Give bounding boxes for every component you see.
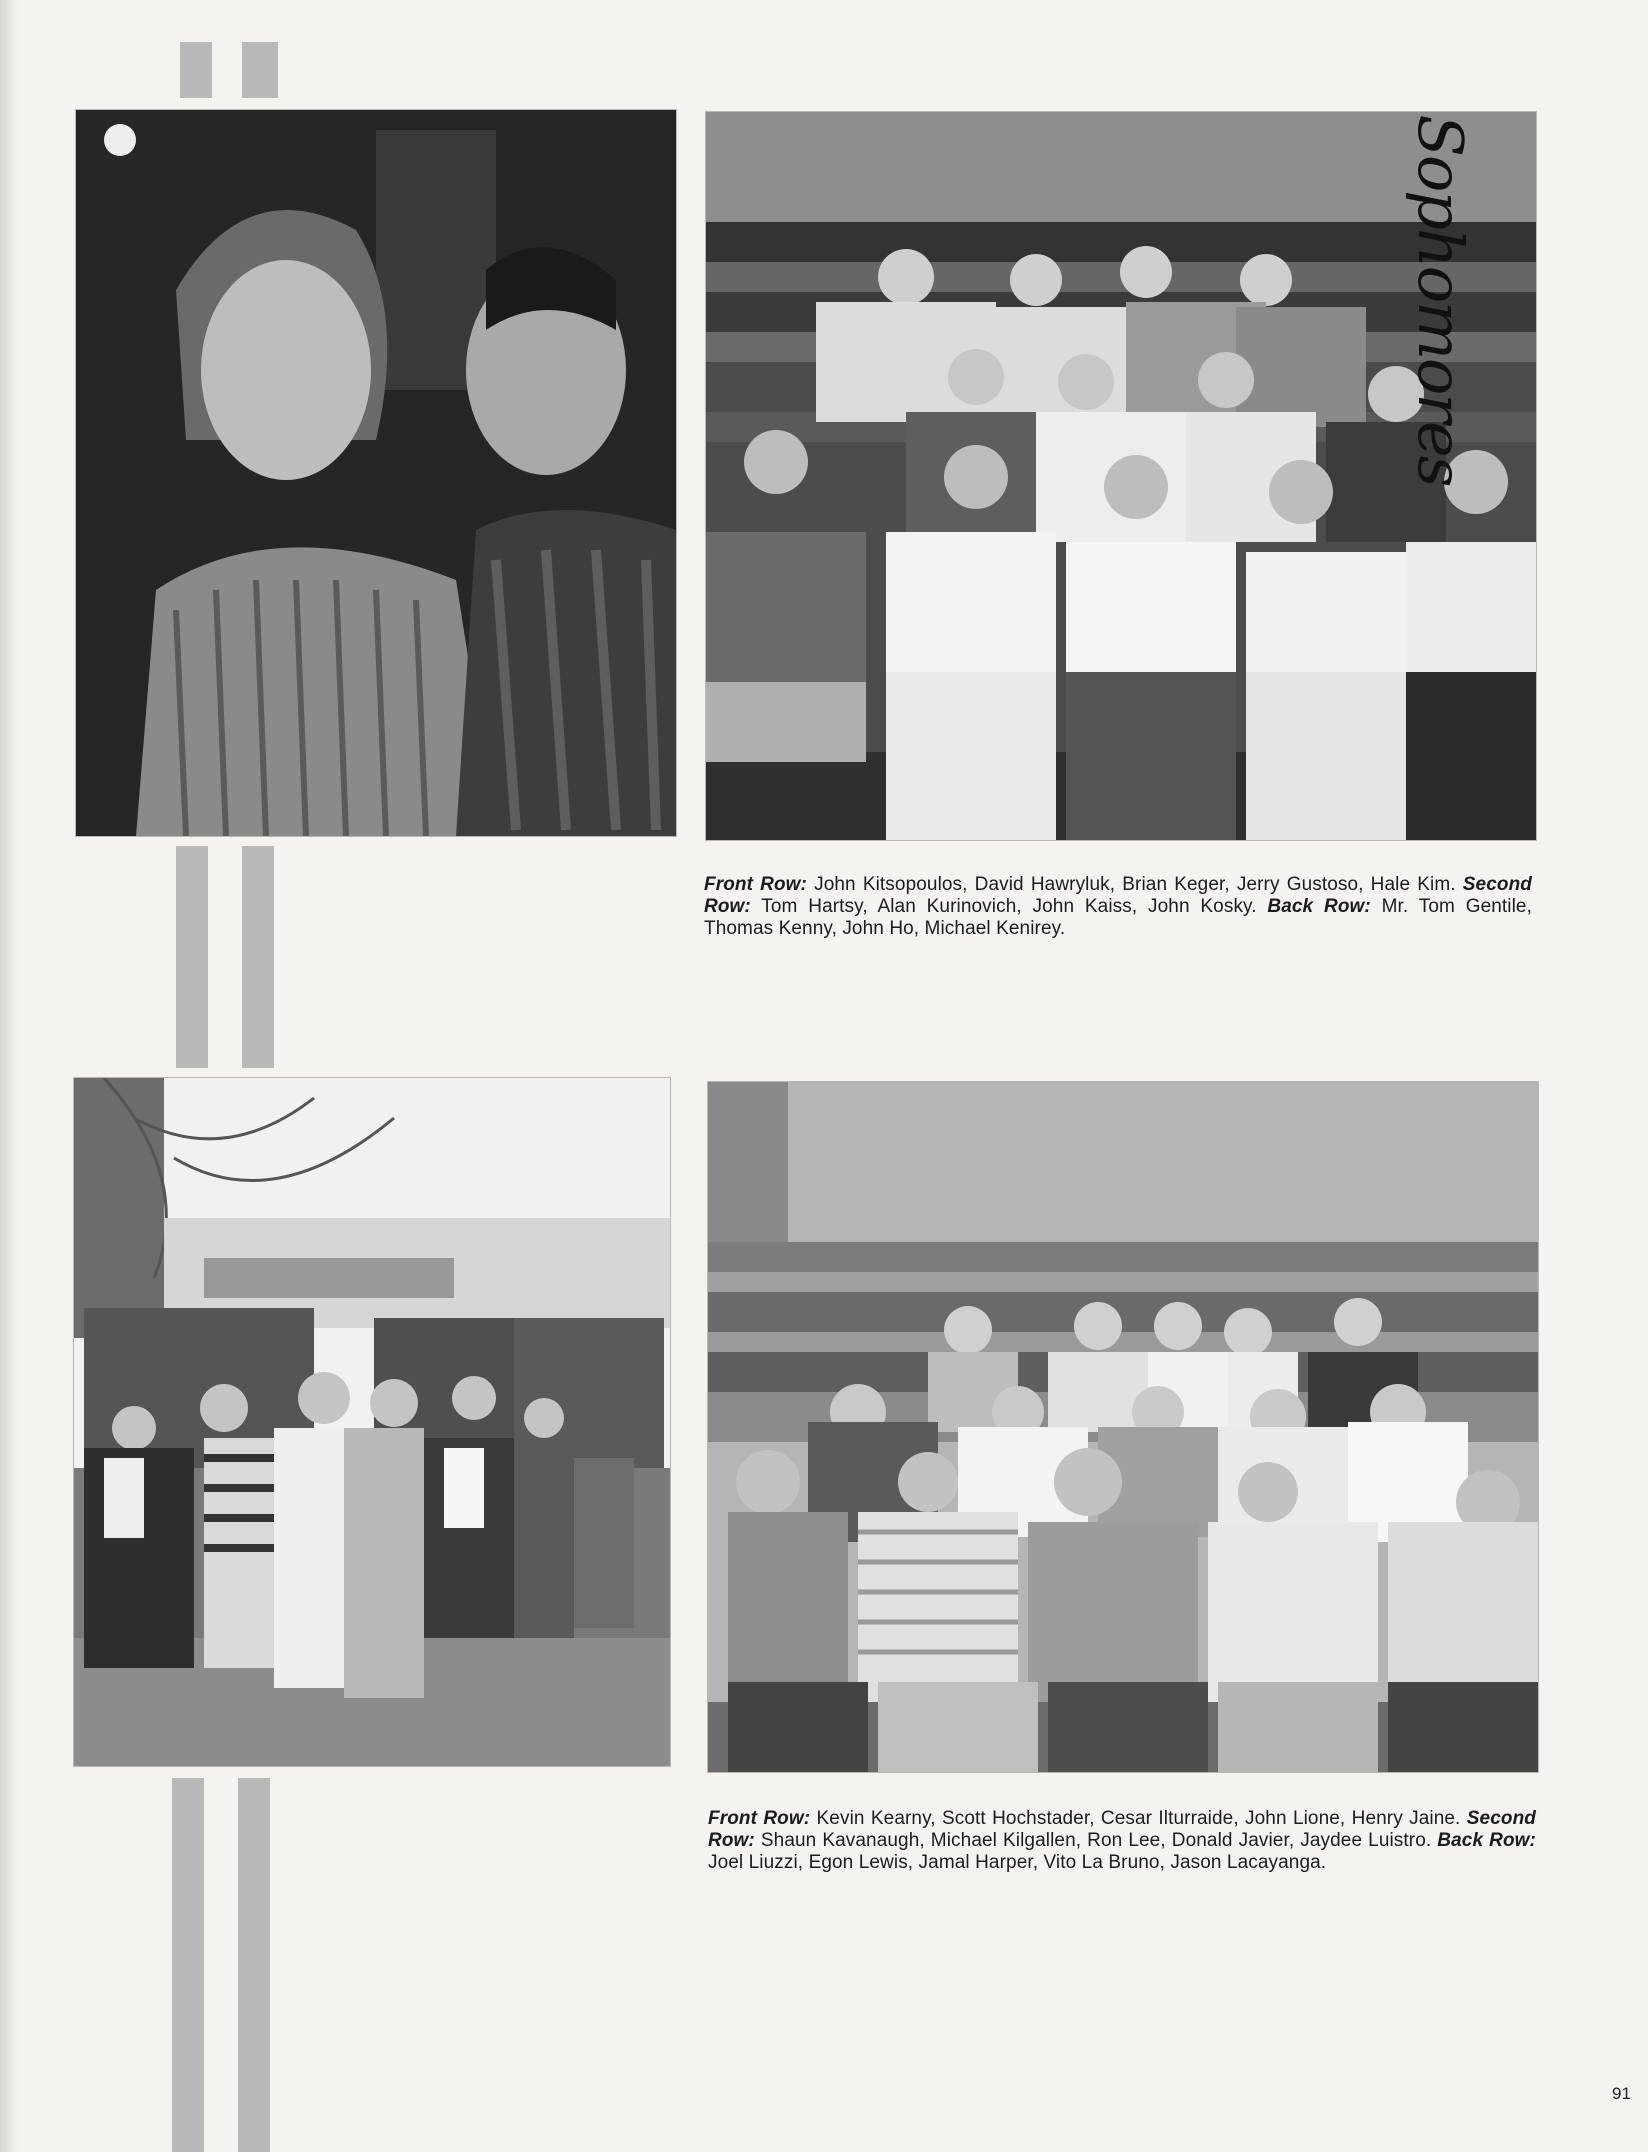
page-number: 91: [1612, 2084, 1631, 2103]
decorative-bar: [180, 42, 212, 98]
page-spine-shadow: [0, 0, 22, 2152]
front-row-names: John Kitsopoulos, David Hawryluk, Brian Keger, Jerry Gustoso, Hale Kim.: [807, 874, 1463, 895]
outdoor-crowd-photo: [74, 1078, 670, 1766]
back-row-label: Back Row:: [1437, 1830, 1536, 1851]
decorative-bar: [238, 1778, 270, 2152]
back-row-names: Joel Liuzzi, Egon Lewis, Jamal Harper, Vito La Bruno, Jason Lacayanga.: [708, 1852, 1327, 1873]
second-row-label: Second Row:: [704, 874, 1532, 917]
candid-photo-wig: [76, 110, 676, 836]
group-photo-2: [708, 1082, 1538, 1772]
front-row-names: Kevin Kearny, Scott Hochstader, Cesar Ilturraide, John Lione, Henry Jaine.: [810, 1808, 1467, 1829]
decorative-bar: [242, 42, 278, 98]
decorative-bar: [172, 1778, 204, 2152]
front-row-label: Front Row:: [708, 1808, 811, 1829]
second-row-names: Tom Hartsy, Alan Kurinovich, John Kaiss, John Kosky.: [750, 896, 1268, 917]
decorative-bar: [242, 846, 274, 1068]
back-row-label: Back Row:: [1267, 896, 1371, 917]
back-row-names: Mr. Tom Gentile, Thomas Kenny, John Ho, Michael Kenirey.: [704, 896, 1532, 939]
decorative-bar: [176, 846, 208, 1068]
section-title: Sophomores: [1404, 114, 1477, 486]
second-row-label: Second Row:: [708, 1808, 1536, 1851]
group-photo-1-caption: [704, 874, 1532, 940]
second-row-names: Shaun Kavanaugh, Michael Kilgallen, Ron Lee, Donald Javier, Jaydee Luistro.: [754, 1830, 1438, 1851]
front-row-label: Front Row:: [704, 874, 807, 895]
group-photo-2-caption: [708, 1808, 1536, 1874]
